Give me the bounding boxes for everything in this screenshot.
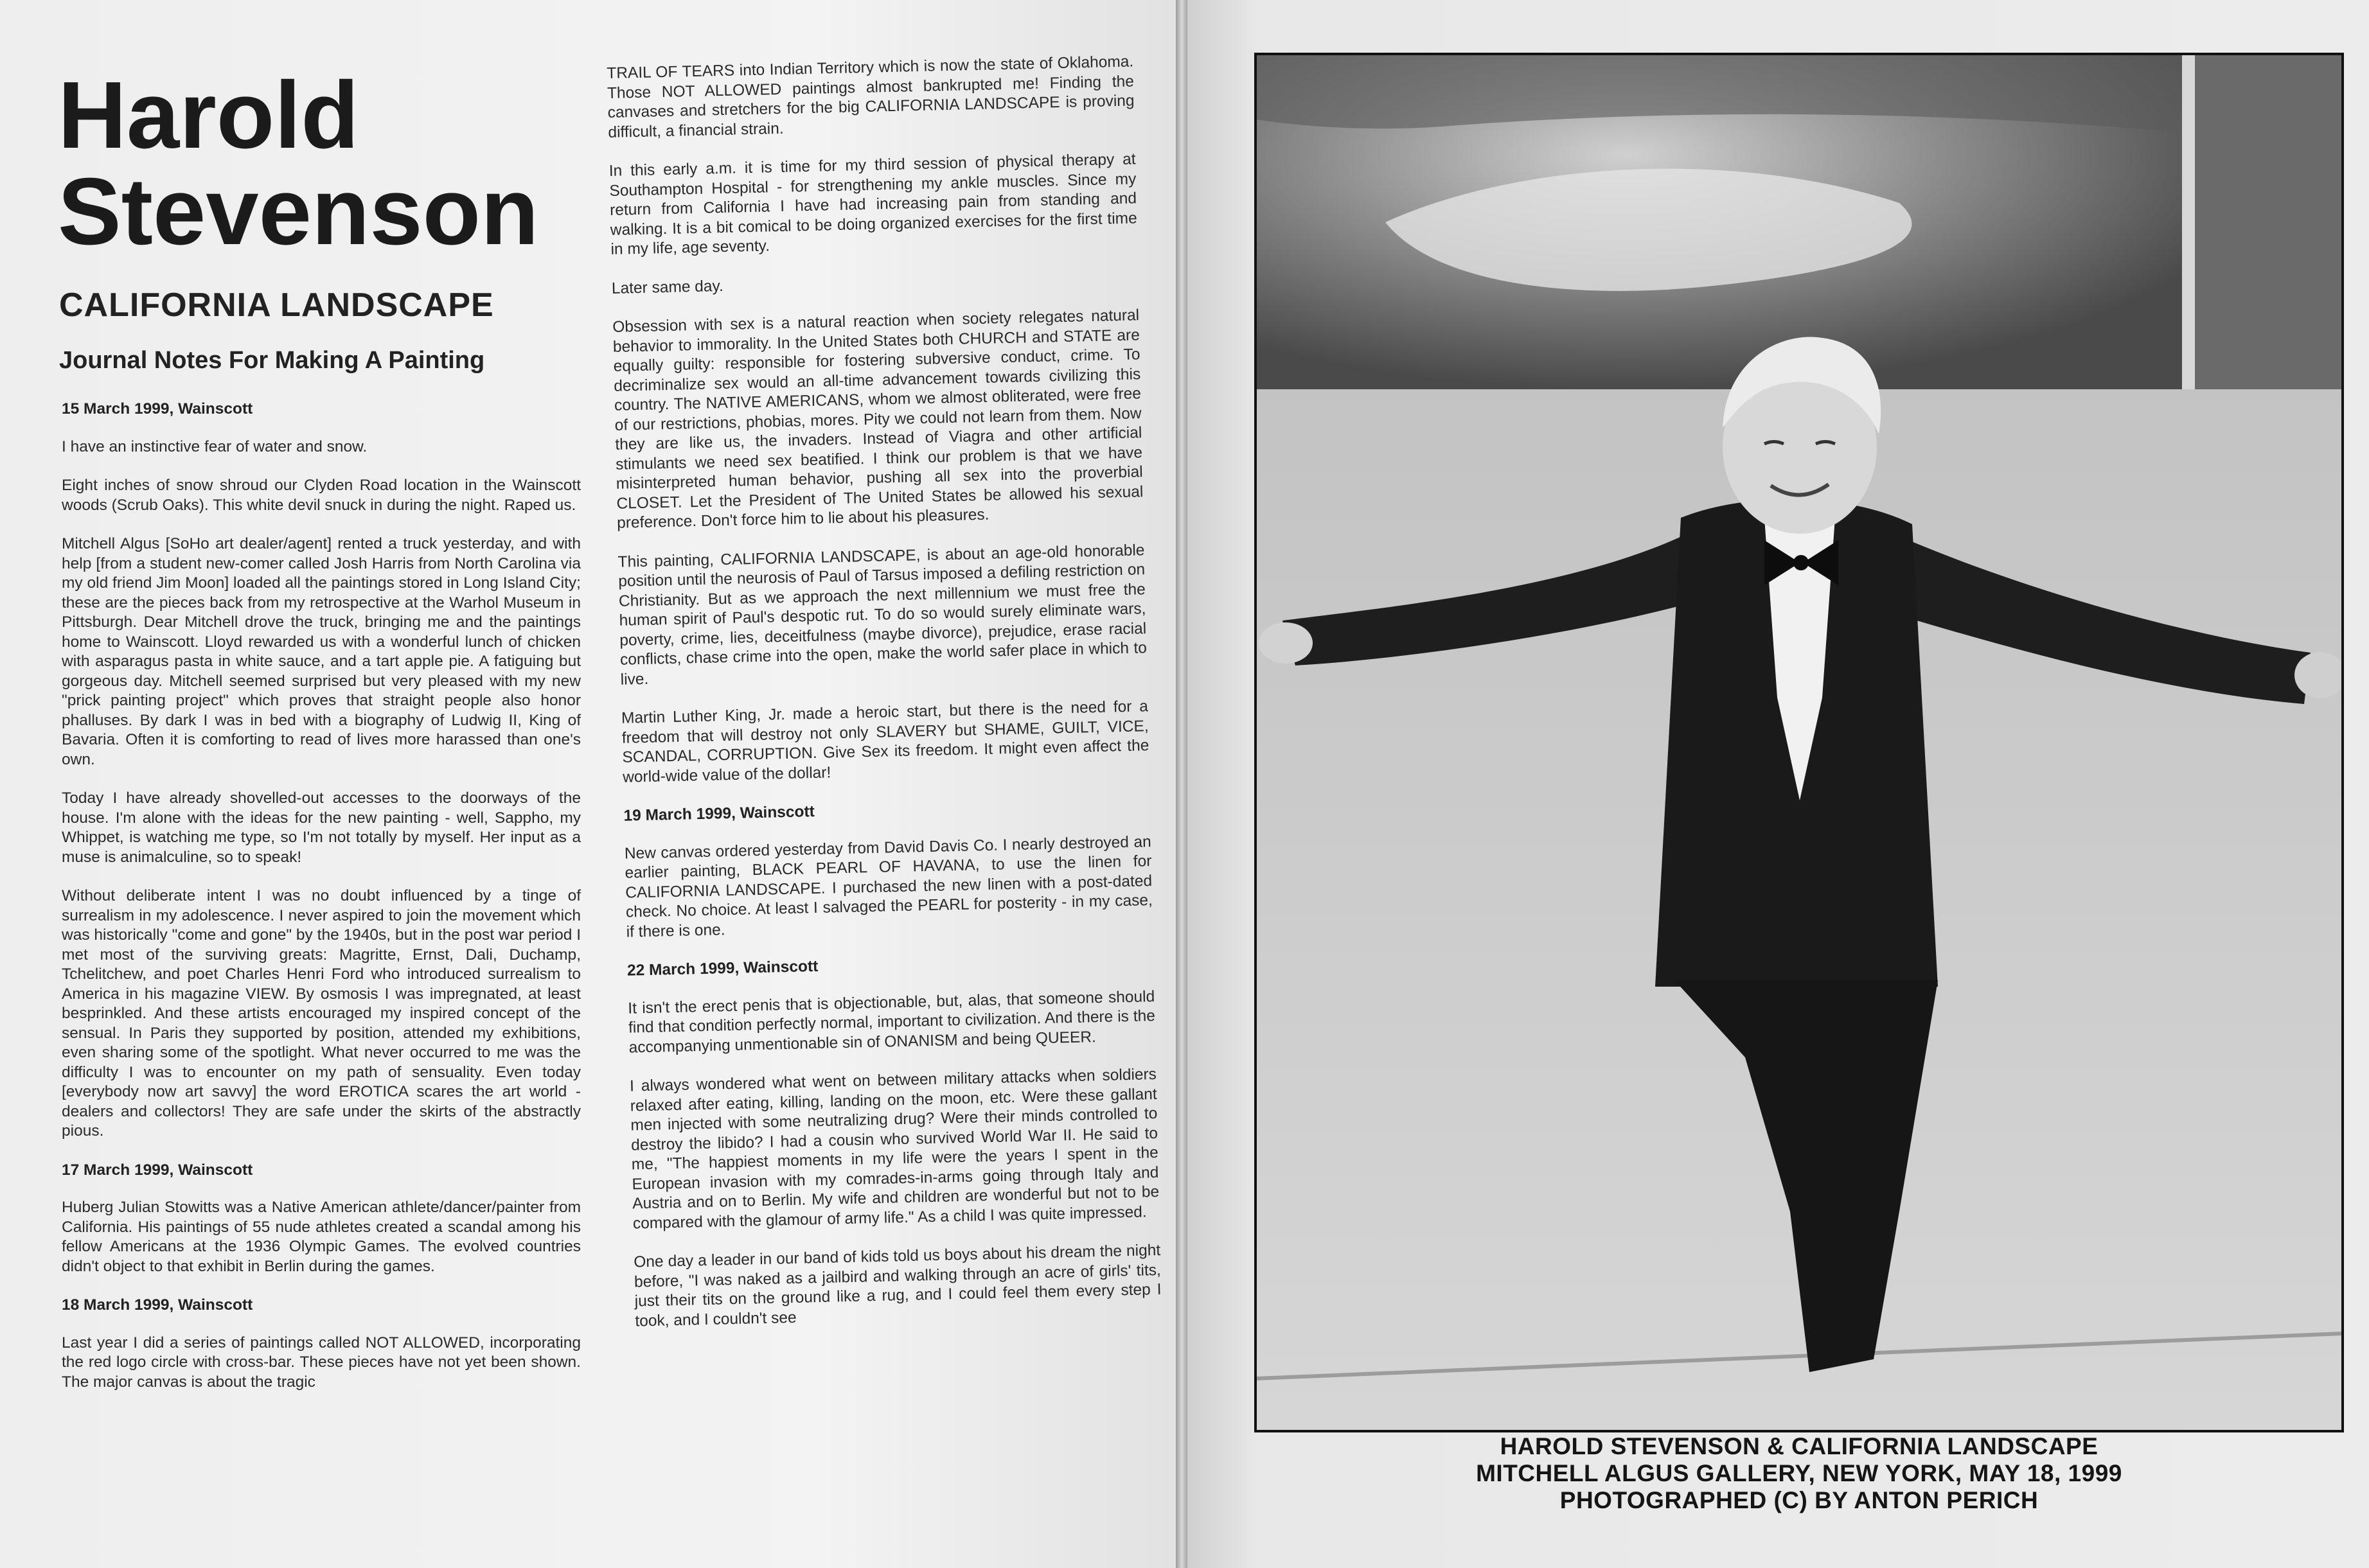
background-painting-panel [2195,55,2341,389]
journal-paragraph: Mitchell Algus [SoHo art dealer/agent] rented a truck yesterday, and with help [from a student new-comer called Josh Harris from North Carolina via my old friend Jim Moon] loaded all the paintings stored in Long Island City; these are the pieces back from my retrospective at the Warhol Museum in Pittsburgh. Dear Mitchell drove the truck, bringing me and the paintings home to Wainscott. Lloyd rewarded us with a wonderful lunch of chicken with asparagus pasta in white sauce, and a tart apple pie. A fatiguing but gorgeous day. Mitchell seemed surprised but very pleased with my new "prick painting project" which proves that straight people also honor phalluses. By dark I was in bed with a biography of Ludwig II, King of Bavaria. Often it is comforting to read of lives more harassed than one's own. [62,535,581,768]
journal-paragraph: One day a leader in our band of kids told us boys about his dream the night before, "I was naked as a jailbird and walking through an acre of girls' tits, just their tits on the ground like a rug, and I could feel them every step I took, and I couldn't see [634,1241,1162,1330]
journal-paragraph: Eight inches of snow shroud our Clyden Road location in the Wainscott woods (Scrub Oaks). This white devil snuck in during the night. Raped us. [62,477,581,514]
article-title-first-name: Harold [58,62,359,168]
text-column-1 [62,400,581,1411]
journal-paragraph: Obsession with sex is a natural reaction when society relegates natural behavior to immorality. In the United States both CHURCH and STATE are equally guilty: responsible for fostering subversive conduct, crime. To decriminalize sex would an all-time advancement towards civilizing this country. The NATIVE AMERICANS, whom we almost obliterated, were free of our restrictions, phobias, mores. Pity we could not learn from them. Now they are like us, the invaders. Instead of Viagra and other artificial stimulants we need sex beatified. I think our problem is that we have misinterpreted human behavior, pushing all sex into the proverbial CLOSET. Let the President of The United States be allowed his sexual preference. Don't force him to lie about his pleasures. [612,306,1144,532]
artist-photograph [1254,53,2344,1432]
journal-paragraph: It isn't the erect penis that is objectionable, but, alas, that someone should find that condition perfectly normal, important to civilization. And there is the accompanying unmentionable sin of ONANISM and being QUEER. [628,987,1156,1057]
journal-paragraph: In this early a.m. it is time for my third session of physical therapy at Southampton Hospital - for strengthening my ankle muscles. Since my return from California I have had increasing pain from standing and walking. It is a bit comical to be doing organized exercises for the first time in my life, age seventy. [608,150,1137,258]
journal-paragraph: I have an instinctive fear of water and snow. [62,437,368,455]
journal-paragraph: Martin Luther King, Jr. made a heroic start, but there is the need for a freedom that will destroy not only SLAVERY but SHAME, GUILT, VICE, SCANDAL, CORRUPTION. Give Sex its freedom. It might even affect the world-wide value of the dollar! [621,698,1149,786]
journal-date: 15 March 1999, Wainscott [62,400,253,418]
journal-date: 18 March 1999, Wainscott [62,1296,253,1314]
journal-paragraph: Last year I did a series of paintings called NOT ALLOWED, incorporating the red logo circle with cross-bar. These pieces have not yet been shown. The major canvas is about the tragic [62,1334,581,1391]
journal-date: 17 March 1999, Wainscott [62,1161,253,1179]
journal-paragraph: Later same day. [611,277,724,297]
photo-caption-line-1: HAROLD STEVENSON & CALIFORNIA LANDSCAPE [1500,1433,2098,1459]
journal-paragraph: This painting, CALIFORNIA LANDSCAPE, is about an age-old honorable position until the neurosis of Paul of Tarsus imposed a defiling restriction on Christianity. But as we approach the next millennium we must free the human spirit of Paul's despotic rut. To do so would surely eliminate wars, poverty, crime, lies, deceitfulness (maybe divorce), prejudice, erase racial conflicts, chase crime into the open, make the world safer place in which to live. [617,541,1148,689]
journal-paragraph: TRAIL OF TEARS into Indian Territory which is now the state of Oklahoma. Those NOT ALLOWED paintings almost bankrupted me! Finding the canvases and stretchers for the big CALIFORNIA LANDSCAPE is proving difficult, a financial strain. [607,53,1135,141]
article-subheading: Journal Notes For Making A Painting [59,347,485,374]
journal-date: 22 March 1999, Wainscott [626,957,819,980]
photo-caption-line-3: PHOTOGRAPHED (C) BY ANTON PERICH [1559,1487,2039,1513]
journal-paragraph: Today I have already shovelled-out accesses to the doorways of the house. I'm alone with the ideas for the new painting - well, Sappho, my Whippet, is watching me type, so I'm not totally by myself. Her input as a muse is animalculine, so to speak! [62,789,581,866]
journal-paragraph: Huberg Julian Stowitts was a Native American athlete/dancer/painter from California. His paintings of 55 nude athletes created a scandal among his fellow Americans at the 1936 Olympic Games. The evolved countries didn't object to that exhibit in Berlin during the games. [62,1199,581,1275]
journal-date: 19 March 1999, Wainscott [623,802,815,825]
journal-paragraph: I always wondered what went on between military attacks when soldiers relaxed after eating, killing, landing on the moon, etc. Were these gallant men injected with some neutralizing drug? Were their minds controlled to destroy the libido? I had a cousin who survived World War II. He said to me, "The happiest moments in my life were the years I spent in the European invasion with my comrades-in-arms going through Italy and Austria and on to Berlin. My wife and children are wonderful but not to be compared with the glamour of army life." As a child I was quite impressed. [629,1065,1160,1233]
article-title-last-name: Stevenson [58,159,539,265]
journal-paragraph: New canvas ordered yesterday from David Davis Co. I nearly destroyed an earlier painting, BLACK PEARL OF HAVANA, to use the linen for CALIFORNIA LANDSCAPE. I purchased the new linen with a post-dated check. No choice. At least I salvaged the PEARL for posterity - in my case, if there is one. [624,832,1153,941]
article-subtitle: CALIFORNIA LANDSCAPE [59,286,494,324]
text-column-2 [607,52,1162,1350]
left-page [0,0,1176,1568]
photo-caption-line-2: MITCHELL ALGUS GALLERY, NEW YORK, MAY 18, 1999 [1476,1460,2122,1486]
photo-illustration [1257,55,2341,1430]
page-gutter [1176,0,1187,1568]
journal-paragraph: Without deliberate intent I was no doubt influenced by a tinge of surrealism in my adolescence. I never aspired to join the movement which was historically "come and gone" by the 1940s, but in the post war period I met most of the surviving greats: Magritte, Ernst, Dali, Duchamp, Tchelitchew, and poet Charles Henri Ford who introduced surrealism to America in his magazine VIEW. By osmosis I was impregnated, at least besprinkled. And these artists encouraged my inspired concept of the sensual. In Paris they supported by position, attended my exhibitions, even sharing some of the spotlight. What never occurred to me was the difficulty I was to encounter on my path of sensuality. Even today [everybody now art savvy] the word EROTICA scares the art world - dealers and collectors! They are safe under the skirts of the abstractly pious. [62,887,581,1140]
